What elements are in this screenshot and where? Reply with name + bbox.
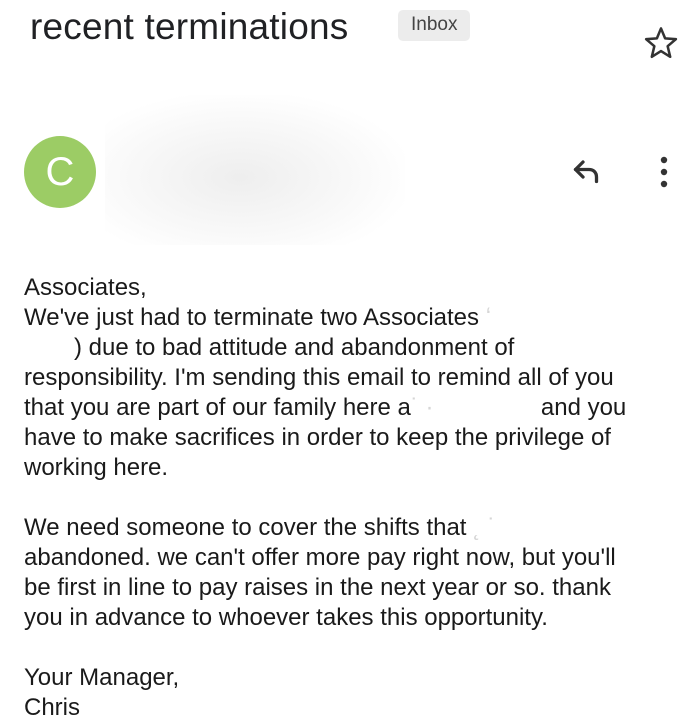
greeting: Associates, <box>24 274 147 301</box>
reply-icon[interactable] <box>568 153 604 189</box>
paragraph-1-line-6: working here. <box>24 454 169 481</box>
more-options-icon[interactable] <box>652 152 676 192</box>
sender-avatar[interactable]: C <box>24 136 96 208</box>
star-icon[interactable] <box>642 24 680 62</box>
paragraph-1-line-5: have to make sacrifices in order to keep the privilege of <box>24 424 611 451</box>
paragraph-2-line-3: be first in line to pay raises in the next year or so. thank <box>24 574 611 601</box>
paragraph-2-line-2: abandoned. we can't offer more pay right now, but you'll <box>24 544 616 571</box>
closing: Your Manager, <box>24 664 180 691</box>
email-subject: recent terminations <box>30 6 349 47</box>
signature: Chris <box>24 694 81 721</box>
inbox-label-badge[interactable]: Inbox <box>398 10 470 41</box>
paragraph-1-line-1: We've just had to terminate two Associates ʻ <box>24 304 492 331</box>
paragraph-1-line-3: responsibility. I'm sending this email to remind all of you <box>24 364 614 391</box>
paragraph-1-line-4: that you are part of our family here a˙ · and you <box>24 394 627 421</box>
redacted-sender-area <box>105 95 405 245</box>
email-body <box>24 273 684 723</box>
paragraph-1-line-2: ) due to bad attitude and abandonment of <box>74 334 515 361</box>
paragraph-2-line-1: We need someone to cover the shifts that ˛ ˙ <box>24 514 496 541</box>
paragraph-2-line-4: you in advance to whoever takes this opportunity. <box>24 604 548 631</box>
